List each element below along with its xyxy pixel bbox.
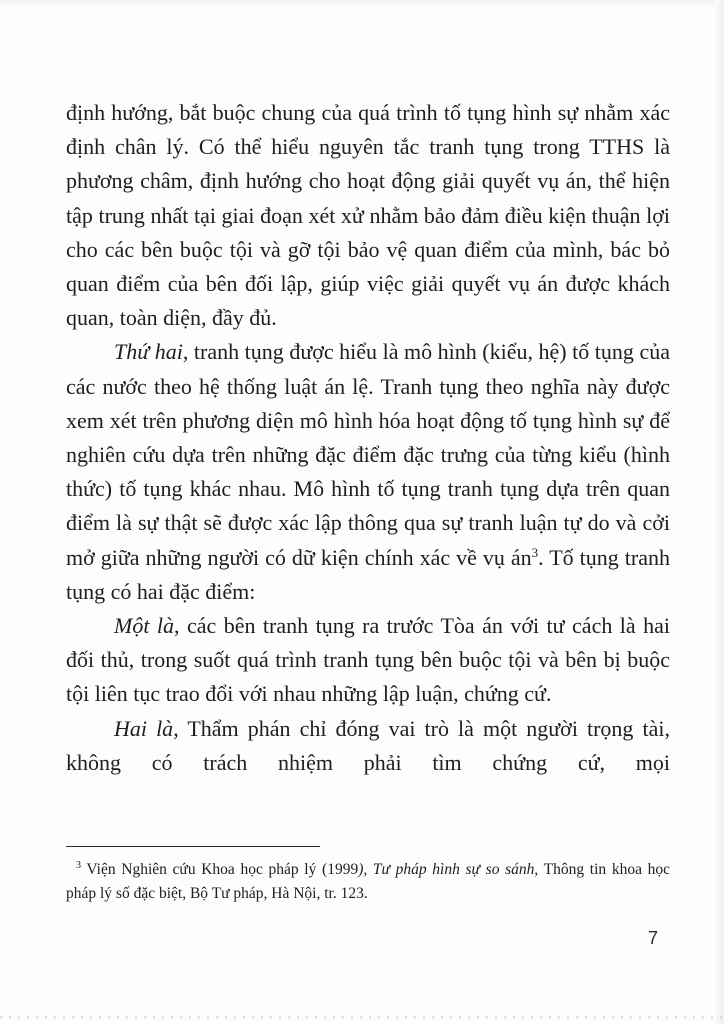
- body-text: [66, 96, 670, 780]
- paragraph-4-lead: Hai là: [114, 715, 174, 741]
- page-right-edge: [714, 0, 724, 1024]
- paragraph-4: [66, 712, 670, 780]
- footnote-reference[interactable]: 3: [531, 544, 539, 560]
- footnote-marker: 3: [76, 860, 81, 871]
- paragraph-2: [66, 335, 670, 609]
- paragraph-2-lead: Thứ hai: [114, 339, 183, 365]
- page-number: 7: [647, 928, 658, 948]
- scan-edge-marks: [0, 1016, 724, 1019]
- paragraph-2-text: , tranh tụng được hiểu là mô hình (kiểu, hệ) tố tụng của các nước theo hệ thống luật án lệ. Tranh tụng theo nghĩa này được xem xét trên phương diện mô hình hóa hoạt động tố tụng hình sự để nghiên cứu dựa trên những đặc điểm đặc trưng của từng kiểu (hình thức) tố tụng khác nhau. Mô hình tố tụng tranh tụng dựa trên quan điểm là sự thật sẽ được xác lập thông qua sự tranh luận tự do và cởi mở giữa những người có dữ kiện chính xác về vụ án: [66, 339, 670, 570]
- paragraph-2-text-tail: . Tố tụng tranh tụng có hai đặc điểm:: [66, 544, 670, 604]
- page-top-edge: [0, 0, 724, 8]
- footnote: [66, 858, 670, 906]
- paragraph-1-text: định hướng, bắt buộc chung của quá trình tố tụng hình sự nhằm xác định chân lý. Có thể hiểu nguyên tắc tranh tụng trong TTHS là phương châm, định hướng cho hoạt động giải quyết vụ án, thể hiện tập trung nhất tại giai đoạn xét xử nhằm bảo đảm điều kiện thuận lợi cho các bên buộc tội và gỡ tội bảo vệ quan điểm của mình, bác bỏ quan điểm của bên đối lập, giúp việc giải quyết vụ án được khách quan, toàn diện, đầy đủ.: [66, 100, 670, 331]
- paragraph-3: [66, 609, 670, 712]
- footnote-text-1: Viện Nghiên cứu Khoa học pháp lý (1999: [81, 861, 359, 878]
- footnote-separator: [66, 846, 320, 847]
- paragraph-3-text: , các bên tranh tụng ra trước Tòa án với tư cách là hai đối thủ, trong suốt quá trình tranh tụng bên buộc tội và bên bị buộc tội liên tục trao đổi với nhau những lập luận, chứng cứ.: [66, 613, 670, 707]
- paragraph-1: [66, 96, 670, 335]
- paragraph-3-lead: Một là: [114, 613, 175, 639]
- paragraph-4-text: , Thẩm phán chỉ đóng vai trò là một người trọng tài, không có trách nhiệm phải tìm chứng cứ, mọi: [66, 715, 670, 775]
- footnote-title: ), Tư pháp hình sự so sánh: [358, 861, 535, 878]
- footnote-text-2: , Thông tin khoa học pháp lý số đặc biệt, Bộ Tư pháp, Hà Nội, tr. 123.: [66, 861, 670, 902]
